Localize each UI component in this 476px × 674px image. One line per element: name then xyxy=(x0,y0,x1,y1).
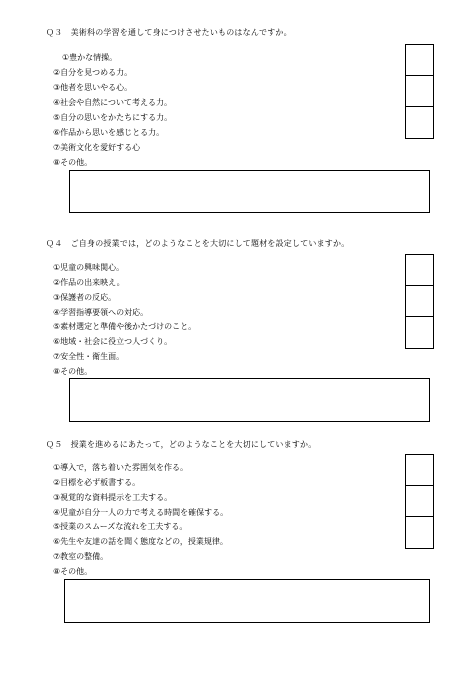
q4-option-2: ②作品の出来映え。 xyxy=(53,278,125,287)
q4-answer-box-1[interactable] xyxy=(406,255,433,286)
q5-answer-boxes xyxy=(405,454,434,549)
q3-answer-boxes xyxy=(405,44,434,139)
q4-option-6: ⑥地域・社会に役立つ人づくり。 xyxy=(53,337,173,346)
q5-option-1: ①導入で，落ち着いた雰囲気を作る。 xyxy=(53,463,189,472)
q4-option-1: ①児童の興味関心。 xyxy=(53,263,125,272)
q5-option-6: ⑥先生や友達の話を聞く態度などの，授業規律。 xyxy=(53,537,228,546)
q3-option-5: ⑤自分の思いをかたちにする力。 xyxy=(53,113,173,122)
q5-option-8: ⑧その他。 xyxy=(53,567,93,576)
q5-option-7: ⑦教室の整備。 xyxy=(53,552,109,561)
q5-title: Ｑ５ 授業を進めるにあたって，どのようなことを大切にしていますか。 xyxy=(46,440,317,449)
q5-answer-box-2[interactable] xyxy=(406,486,433,517)
q3-answer-box-2[interactable] xyxy=(406,76,433,107)
q3-other-textbox[interactable] xyxy=(69,170,430,213)
q4-option-5: ⑤素材選定と準備や後かたづけのこと。 xyxy=(53,322,197,331)
q4-answer-box-3[interactable] xyxy=(406,317,433,348)
q3-option-3: ③他者を思いやる心。 xyxy=(53,83,133,92)
q4-option-3: ③保護者の反応。 xyxy=(53,293,117,302)
q3-answer-box-3[interactable] xyxy=(406,107,433,138)
q5-option-4: ④児童が自分一人の力で考える時間を確保する。 xyxy=(53,508,229,517)
q5-answer-box-1[interactable] xyxy=(406,455,433,486)
q3-option-7: ⑦美術文化を愛好する心 xyxy=(53,143,141,152)
q4-other-textbox[interactable] xyxy=(69,378,430,422)
q4-title: Ｑ４ ご自身の授業では，どのようなことを大切にして題材を設定していますか。 xyxy=(46,239,350,248)
q3-option-1: ①豊かな情操。 xyxy=(62,53,118,62)
q3-option-6: ⑥作品から思いを感じとる力。 xyxy=(53,128,165,137)
q3-option-8: ⑧その他。 xyxy=(53,158,93,167)
q4-answer-boxes xyxy=(405,254,434,349)
q4-option-8: ⑧その他。 xyxy=(53,367,93,376)
q5-option-2: ②目標を必ず板書する。 xyxy=(53,478,141,487)
q5-option-3: ③視覚的な資料提示を工夫する。 xyxy=(53,493,173,502)
q4-answer-box-2[interactable] xyxy=(406,286,433,317)
q3-answer-box-1[interactable] xyxy=(406,45,433,76)
q4-option-7: ⑦安全性・衛生面。 xyxy=(53,352,125,361)
q4-option-4: ④学習指導要領への対応。 xyxy=(53,308,149,317)
q3-title: Ｑ３ 美術科の学習を通して身につけさせたいものはなんですか。 xyxy=(46,28,292,37)
q5-other-textbox[interactable] xyxy=(64,579,430,623)
q3-option-4: ④社会や自然について考える力。 xyxy=(53,98,173,107)
q3-option-2: ②自分を見つめる力。 xyxy=(53,68,133,77)
q5-answer-box-3[interactable] xyxy=(406,517,433,548)
q5-option-5: ⑤授業のスムーズな流れを工夫する。 xyxy=(53,522,188,531)
